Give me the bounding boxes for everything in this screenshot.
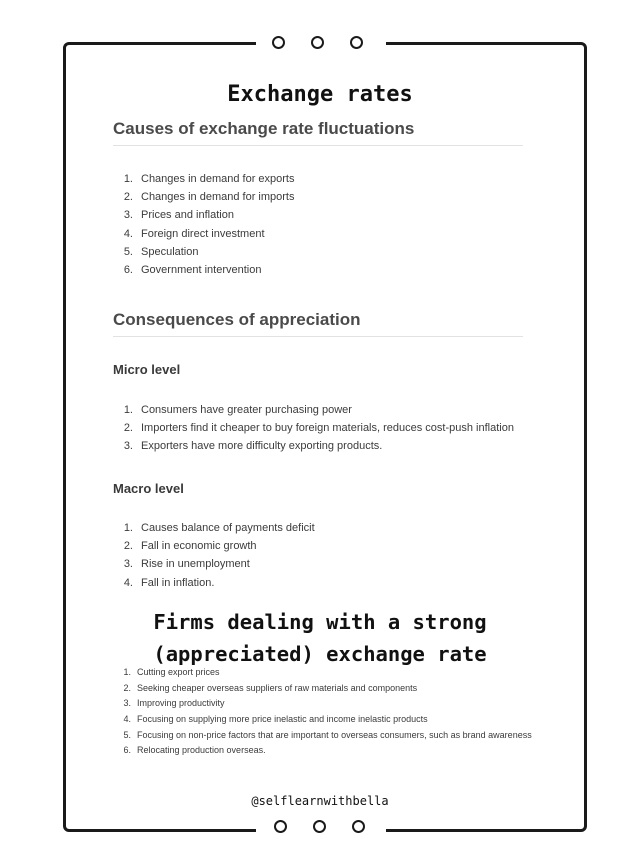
- binder-rings-bottom: [256, 814, 386, 838]
- list-item: 6. Government intervention: [123, 263, 262, 276]
- list-item: 1. Changes in demand for exports: [123, 173, 295, 185]
- micro-level-list: [123, 401, 514, 456]
- list-item: 3. Improving productivity: [123, 698, 225, 709]
- list-item: 1. Cutting export prices: [123, 667, 220, 677]
- ring-icon: [311, 36, 324, 49]
- micro-level-heading: Micro level: [113, 362, 181, 377]
- list-item: 3. Exporters have more difficulty exporting products.: [123, 440, 383, 453]
- list-item: 3. Prices and inflation: [123, 209, 234, 222]
- list-item: 4. Focusing on supplying more price inelastic and income inelastic products: [123, 714, 428, 725]
- ring-icon: [272, 36, 285, 49]
- binder-rings-top: [256, 30, 386, 54]
- ring-icon: [313, 820, 326, 833]
- macro-level-heading: Macro level: [113, 481, 184, 496]
- list-item: 4. Fall in inflation.: [123, 576, 215, 589]
- list-item: 2. Seeking cheaper overseas suppliers of raw materials and components: [123, 682, 418, 693]
- list-item: 2. Importers find it cheaper to buy foreign materials, reduces cost-push inflation: [123, 422, 514, 435]
- list-item: 2. Fall in economic growth: [123, 540, 257, 553]
- ring-icon: [352, 820, 365, 833]
- causes-list: [123, 170, 295, 279]
- ring-icon: [274, 820, 287, 833]
- causes-heading: Causes of exchange rate fluctuations: [113, 119, 523, 146]
- firms-heading-line-2: (appreciated) exchange rate: [153, 642, 487, 666]
- consequences-heading: Consequences of appreciation: [113, 310, 523, 337]
- list-item: 4. Foreign direct investment: [123, 227, 265, 240]
- page-title: Exchange rates: [227, 82, 413, 107]
- firms-heading-line-1: Firms dealing with a strong: [153, 610, 487, 634]
- list-item: 1. Consumers have greater purchasing power: [123, 404, 352, 416]
- list-item: 5. Focusing on non-price factors that are important to overseas consumers, such as brand awareness: [123, 729, 532, 740]
- firms-heading: [0, 606, 640, 670]
- list-item: 6. Relocating production overseas.: [123, 745, 266, 756]
- macro-level-list: [123, 519, 315, 592]
- firms-strategies-list: [123, 665, 532, 759]
- ring-icon: [350, 36, 363, 49]
- author-credit: @selflearnwithbella: [251, 794, 389, 808]
- list-item: 3. Rise in unemployment: [123, 558, 250, 571]
- list-item: 2. Changes in demand for imports: [123, 191, 295, 204]
- list-item: 5. Speculation: [123, 245, 199, 258]
- list-item: 1. Causes balance of payments deficit: [123, 522, 315, 534]
